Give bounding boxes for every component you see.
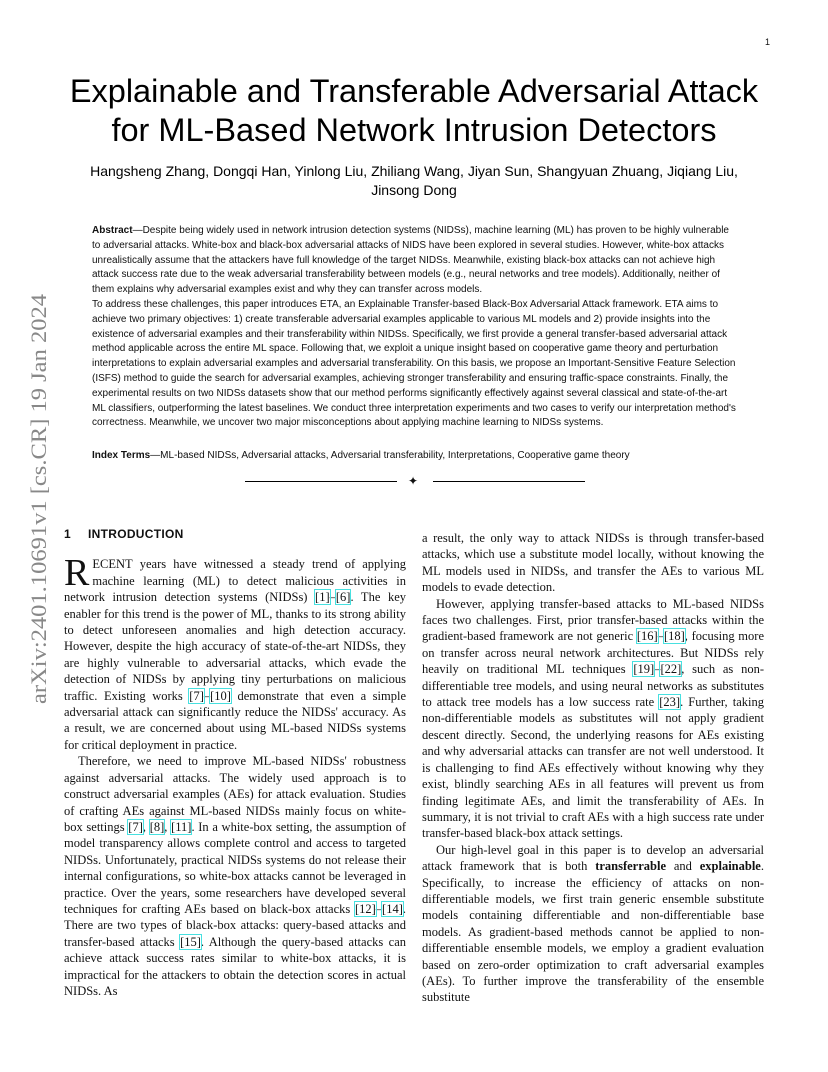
index-terms: [92, 449, 742, 463]
text-run: Our high-level goal in this paper is to develop an adversarial attack framework that is both: [422, 842, 764, 874]
text-run: . Although the query-based attacks can achieve attack success rates similar to white-box attacks, it is impractical for the attackers to obtain the detection scores in actual NIDSs. As: [64, 934, 406, 998]
text-run: , focusing more on transfer across neural network architectures. But NIDSs rely heavily on traditional ML techniques: [422, 629, 764, 677]
section-divider: [245, 474, 585, 488]
index-terms-text: —ML-based NIDSs, Adversarial attacks, Adversarial transferability, Interpretations, Cooperative game theory: [150, 450, 630, 461]
text-run: demonstrate that even a simple adversarial attack can significantly reduce the NIDSs' accuracy. As a result, we are concerned about using ML-based NIDSs systems for critical deployment in practice.: [64, 688, 406, 752]
citation-link[interactable]: [10]: [210, 688, 231, 703]
text-run: . Specifically, to increase the efficiency of attacks on non-differentiable models, we first train generic ensemble substitute models containing differentiable and non-differentiable base models. As gradient-based methods cannot be applied to non-differentiable ensemble models, we employ a gradient evaluation based on zero-order optimization to craft adversarial examples (AEs). To further improve the transferability of the ensemble substitute: [422, 859, 764, 1005]
right-column: [422, 530, 764, 1006]
text-run: However, applying transfer-based attacks to ML-based NIDSs faces two challenges. First, prior transfer-based attacks within the gradient-based framework are not generic: [422, 596, 764, 644]
citation-link[interactable]: [1]: [315, 590, 330, 605]
divider-line-right: [433, 481, 585, 482]
text-run: and: [666, 859, 700, 874]
citation-link[interactable]: [8]: [149, 819, 165, 834]
author-list: [60, 162, 768, 200]
text-run: ,: [142, 819, 150, 834]
text-run: Therefore, we need to improve ML-based NIDSs' robustness against adversarial attacks. The widely used approach is to construct adversarial examples (AEs) for attack evaluation. Studies of crafting AEs against ML-based NIDSs mainly focus on white-box settings: [64, 754, 406, 834]
citation-link[interactable]: [6]: [335, 590, 351, 605]
abstract-label: Abstract: [92, 225, 133, 236]
emphasis-transferrable: transferrable: [595, 859, 666, 874]
emphasis-explainable: explainable: [699, 859, 761, 874]
text-run: . In a white-box setting, the assumption of model transparency allows complete control and access to targeted NIDSs. Unfortunately, practical NIDSs systems do not release their internal configurations, so white-box attacks cannot be leveraged in practice. Over the years, some researchers have developed several techniques for crafting AEs based on black-box attacks: [64, 819, 407, 916]
index-terms-label: Index Terms: [92, 450, 151, 461]
divider-diamond-icon: ✦: [408, 474, 419, 488]
text-run: , such as non-differentiable tree models, and using neural networks as substitutes to attack tree models has a low success rate: [422, 662, 764, 710]
abstract-paragraph-2: To address these challenges, this paper introduces ETA, an Explainable Transfer-based Black-Box Adversarial Attack framework. ETA aims to achieve two primary objectives: 1) create transferable adversarial examples applicable to various ML models and 2) provide insights into the existence of adversarial examples and their transferability within NIDSs. Specifically, we first provide a general transfer-based adversarial attack method applicable across the entire ML space. Following that, we exploit a unique insight based on cooperative game theory and perturbation interpretations to explain adversarial examples and adversarial transferability. On this basis, we propose an Important-Sensitive Feature Selection (ISFS) method to guide the search for adversarial examples, achieving stronger transferability and ensuring traffic-space constraints. Finally, the experimental results on two NIDSs datasets show that our method performs significantly effectively against several classical and state-of-the-art ML classifiers, outperforming the latest baselines. We conduct three interpretation experiments and two cases to verify our interpretation method's correctness. Meanwhile, we uncover two major misconceptions about applying machine learning to NIDSs systems.: [92, 298, 736, 429]
citation-link[interactable]: [16]: [636, 629, 658, 644]
abstract-paragraph-1: [92, 224, 738, 298]
left-column: [64, 526, 406, 999]
citation-link[interactable]: [7]: [189, 688, 204, 703]
drop-cap: R: [64, 552, 90, 595]
right-paragraph-1: a result, the only way to attack NIDSs is through transfer-based attacks, which use a substitute model locally, without knowing the ML models used in NIDSs, and transfer the AEs to various ML models to evade detection.: [422, 531, 764, 595]
intro-paragraph-2: [64, 753, 406, 999]
arxiv-stamp: [6, 290, 56, 710]
right-paragraph-3: [422, 842, 764, 1006]
abstract: [92, 224, 738, 431]
text-run: . There are two types of black-box attacks: query-based attacks and transfer-based attacks: [64, 901, 406, 949]
paper-title: [50, 72, 778, 150]
citation-link[interactable]: [22]: [660, 662, 682, 677]
intro-paragraph-1: [64, 552, 406, 753]
section-number: 1: [64, 527, 71, 541]
right-paragraph-2: [422, 596, 764, 842]
text-run: . The key enabler for this trend is the power of ML, thanks to its strong ability to detect unforeseen anomalies and high detection accuracy. However, despite the high accuracy of state-of-the-art NIDSs, they are highly vulnerable to adversarial attacks, which evade the detection of NIDSs by applying tiny perturbations on malicious traffic. Existing works: [64, 590, 406, 703]
citation-link[interactable]: [18]: [663, 629, 685, 644]
citation-link[interactable]: [11]: [171, 819, 192, 834]
section-title: INTRODUCTION: [88, 527, 184, 541]
text-run: –: [657, 629, 664, 644]
arxiv-stamp-text: arXiv:2401.10691v1 [cs.CR] 19 Jan 2024: [26, 336, 51, 704]
citation-link[interactable]: [23]: [659, 695, 681, 710]
page-number: 1: [764, 37, 770, 47]
text-run: –: [329, 590, 336, 605]
text-run: . Further, taking non-differentiable models as substitutes will not apply gradient descent directly. Second, the underlying reasons for AEs existing and why adversarial attacks can transfer are not well understood. It is challenging to find AEs effectively without knowing why they exist, blindly searching AEs in all features will prevent us from finding legitimate AEs, and limit the transferability of AEs. In summary, it is not trivial to craft AEs with a high success rate under transfer-based black-box attack settings.: [422, 695, 764, 841]
text-run: –: [654, 662, 661, 677]
authors-line-1: Hangsheng Zhang, Dongqi Han, Yinlong Liu, Zhiliang Wang, Jiyan Sun, Shangyuan Zhuang, Jiqiang Liu,: [90, 163, 738, 179]
title-line-1: Explainable and Transferable Adversarial Attack: [69, 73, 759, 109]
citation-link[interactable]: [14]: [382, 901, 403, 916]
citation-link[interactable]: [15]: [180, 934, 201, 949]
divider-line-left: [245, 481, 397, 482]
text-run: –: [203, 688, 211, 703]
citation-link[interactable]: [7]: [128, 819, 143, 834]
text-run: ,: [164, 819, 172, 834]
citation-link[interactable]: [19]: [633, 662, 655, 677]
citation-link[interactable]: [12]: [354, 901, 376, 916]
authors-line-2: Jinsong Dong: [371, 182, 457, 198]
text-run: years have witnessed a steady trend of applying machine learning (ML) to detect malicious activities in network intrusion detection systems (NIDSs): [64, 557, 406, 605]
abstract-text-1: —Despite being widely used in network intrusion detection systems (NIDSs), machine learning (ML) has proven to be highly vulnerable to adversarial attacks. White-box and black-box adversarial attacks of NIDS have been explored in several studies. However, white-box attacks unrealistically assume that the attackers have full knowledge of the target NIDSs. Meanwhile, existing black-box attacks can not achieve high attack success rate due to the weak adversarial transferability between models (e.g., neural networks and tree models). Additionally, neither of them explains why adversarial examples exist and why they can transfer across models.: [92, 225, 729, 296]
lead-in: ECENT: [92, 557, 133, 572]
section-heading: [64, 526, 406, 542]
title-line-2: for ML-Based Network Intrusion Detectors: [111, 112, 717, 148]
text-run: –: [375, 901, 383, 916]
